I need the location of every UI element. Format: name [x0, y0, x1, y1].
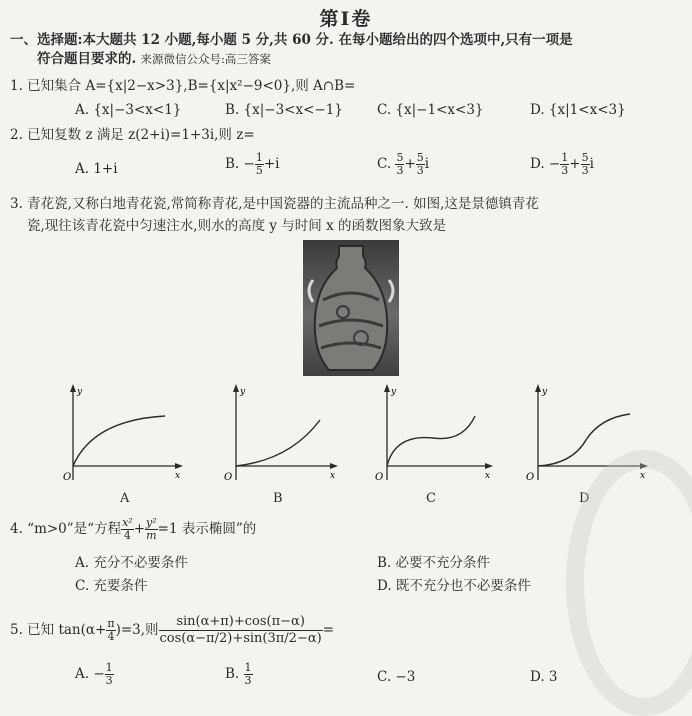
q4-option-d: D. 既不充分也不必要条件: [377, 578, 531, 594]
source-note: 来源微信公众号:高三答案: [140, 52, 271, 66]
graph-label-c: C: [426, 491, 436, 506]
q3-stem-line2: 瓷,现往该青花瓷中匀速注水,则水的高度 y 与时间 x 的函数图象大致是: [27, 218, 446, 234]
q2-stem: 2. 已知复数 z 满足 z(2+i)=1+3i,则 z=: [10, 127, 255, 143]
section-header-line2: 符合题目要求的.: [37, 51, 137, 67]
q5-option-d: D. 3: [530, 669, 558, 685]
big-fraction: $\frac{\sin(\alpha+\pi)+\cos(\pi-\alpha)}{\cos(\alpha-\pi/2)+\sin(3\pi/2-\alpha)}$: [159, 614, 322, 646]
axis-x-label: x: [330, 471, 336, 481]
vase-photo: [303, 240, 399, 376]
q1-option-b: B. {x|−3<x<−1}: [225, 102, 343, 118]
fraction: $\frac{\text{x²}}{4}$: [122, 516, 133, 542]
q3-stem-line1: 3. 青花瓷,又称白地青花瓷,常简称青花,是中国瓷器的主流品种之一. 如图,这是景德镇青花: [10, 196, 539, 212]
origin-label: O: [224, 472, 233, 483]
section-header: 一、选择题:本大题共 12 小题,每小题 5 分,共 60 分. 在每小题给出的四个选项中,只有一项是: [10, 32, 573, 48]
graph-label-d: D: [579, 491, 590, 506]
graph-a[interactable]: [55, 380, 185, 490]
q2-option-c: C. $\frac{5}{3}$ + $\frac{5}{3}$ i: [377, 151, 430, 177]
q1-option-d: D. {x|1<x<3}: [530, 102, 626, 118]
q1-option-a: A. {x|−3<x<1}: [75, 102, 182, 118]
curve-a: [73, 416, 165, 466]
fraction: $\frac{5}{3}$: [581, 151, 589, 177]
q5-stem: 5. 已知 tan(α+ $\frac{\pi}{4}$ )=3,则 $\frac{\sin(\alpha+\pi)+\cos(\pi-\alpha)}{\cos(\alpha-\pi/2)+\sin(3\pi/2-\alpha)}$ =: [10, 614, 335, 646]
origin-label: O: [375, 472, 384, 483]
q4-option-c: C. 充要条件: [75, 578, 148, 594]
page-title: 第Ⅰ卷: [319, 8, 373, 30]
q2-option-a: A. 1+i: [75, 161, 118, 177]
q5-option-a: A. − $\frac{1}{3}$: [75, 661, 113, 687]
section-header-cont: [37, 50, 271, 68]
q4-option-a: A. 充分不必要条件: [75, 555, 188, 571]
graph-label-a: A: [120, 491, 130, 506]
axis-x-label: x: [640, 471, 646, 481]
q1-stem: 1. 已知集合 A={x|2−x>3},B={x|x²−9<0},则 A∩B=: [10, 78, 356, 94]
fraction: $\frac{1}{3}$: [561, 151, 569, 177]
q5-option-c: C. −3: [377, 669, 416, 685]
axis-y-label: y: [391, 387, 397, 397]
fraction: $\frac{\pi}{4}$: [107, 617, 115, 643]
fraction: $\frac{5}{3}$: [416, 151, 424, 177]
q4-option-b: B. 必要不充分条件: [377, 555, 491, 571]
q2-option-b: B. − $\frac{1}{5}$ +i: [225, 151, 280, 177]
axis-x-label: x: [485, 471, 491, 481]
fraction: $\frac{\text{y²}}{m}$: [146, 516, 157, 542]
q5-option-b: B. $\frac{1}{3}$: [225, 661, 252, 687]
fraction: $\frac{1}{3}$: [244, 661, 252, 687]
fraction: $\frac{5}{3}$: [396, 151, 404, 177]
origin-label: O: [526, 472, 535, 483]
curve-b: [236, 420, 320, 466]
axis-x-label: x: [175, 471, 181, 481]
q2-option-d: D. − $\frac{1}{3}$ + $\frac{5}{3}$ i: [530, 151, 594, 177]
graph-label-b: B: [273, 491, 283, 506]
fraction: $\frac{1}{3}$: [105, 661, 113, 687]
axis-y-label: y: [240, 387, 246, 397]
q4-stem: 4. “m>0”是“方程 $\frac{\text{x²}}{4}$ + $\frac{\text{y²}}{m}$ =1 表示椭圆”的: [10, 516, 257, 542]
axis-y-label: y: [542, 387, 548, 397]
origin-label: O: [63, 472, 72, 483]
graph-c[interactable]: [365, 380, 495, 490]
q1-option-c: C. {x|−1<x<3}: [377, 102, 484, 118]
curve-c: [387, 416, 475, 466]
vase-image: [303, 240, 399, 376]
axis-y-label: y: [77, 387, 83, 397]
fraction: $\frac{1}{5}$: [255, 151, 263, 177]
graph-b[interactable]: [210, 380, 340, 490]
